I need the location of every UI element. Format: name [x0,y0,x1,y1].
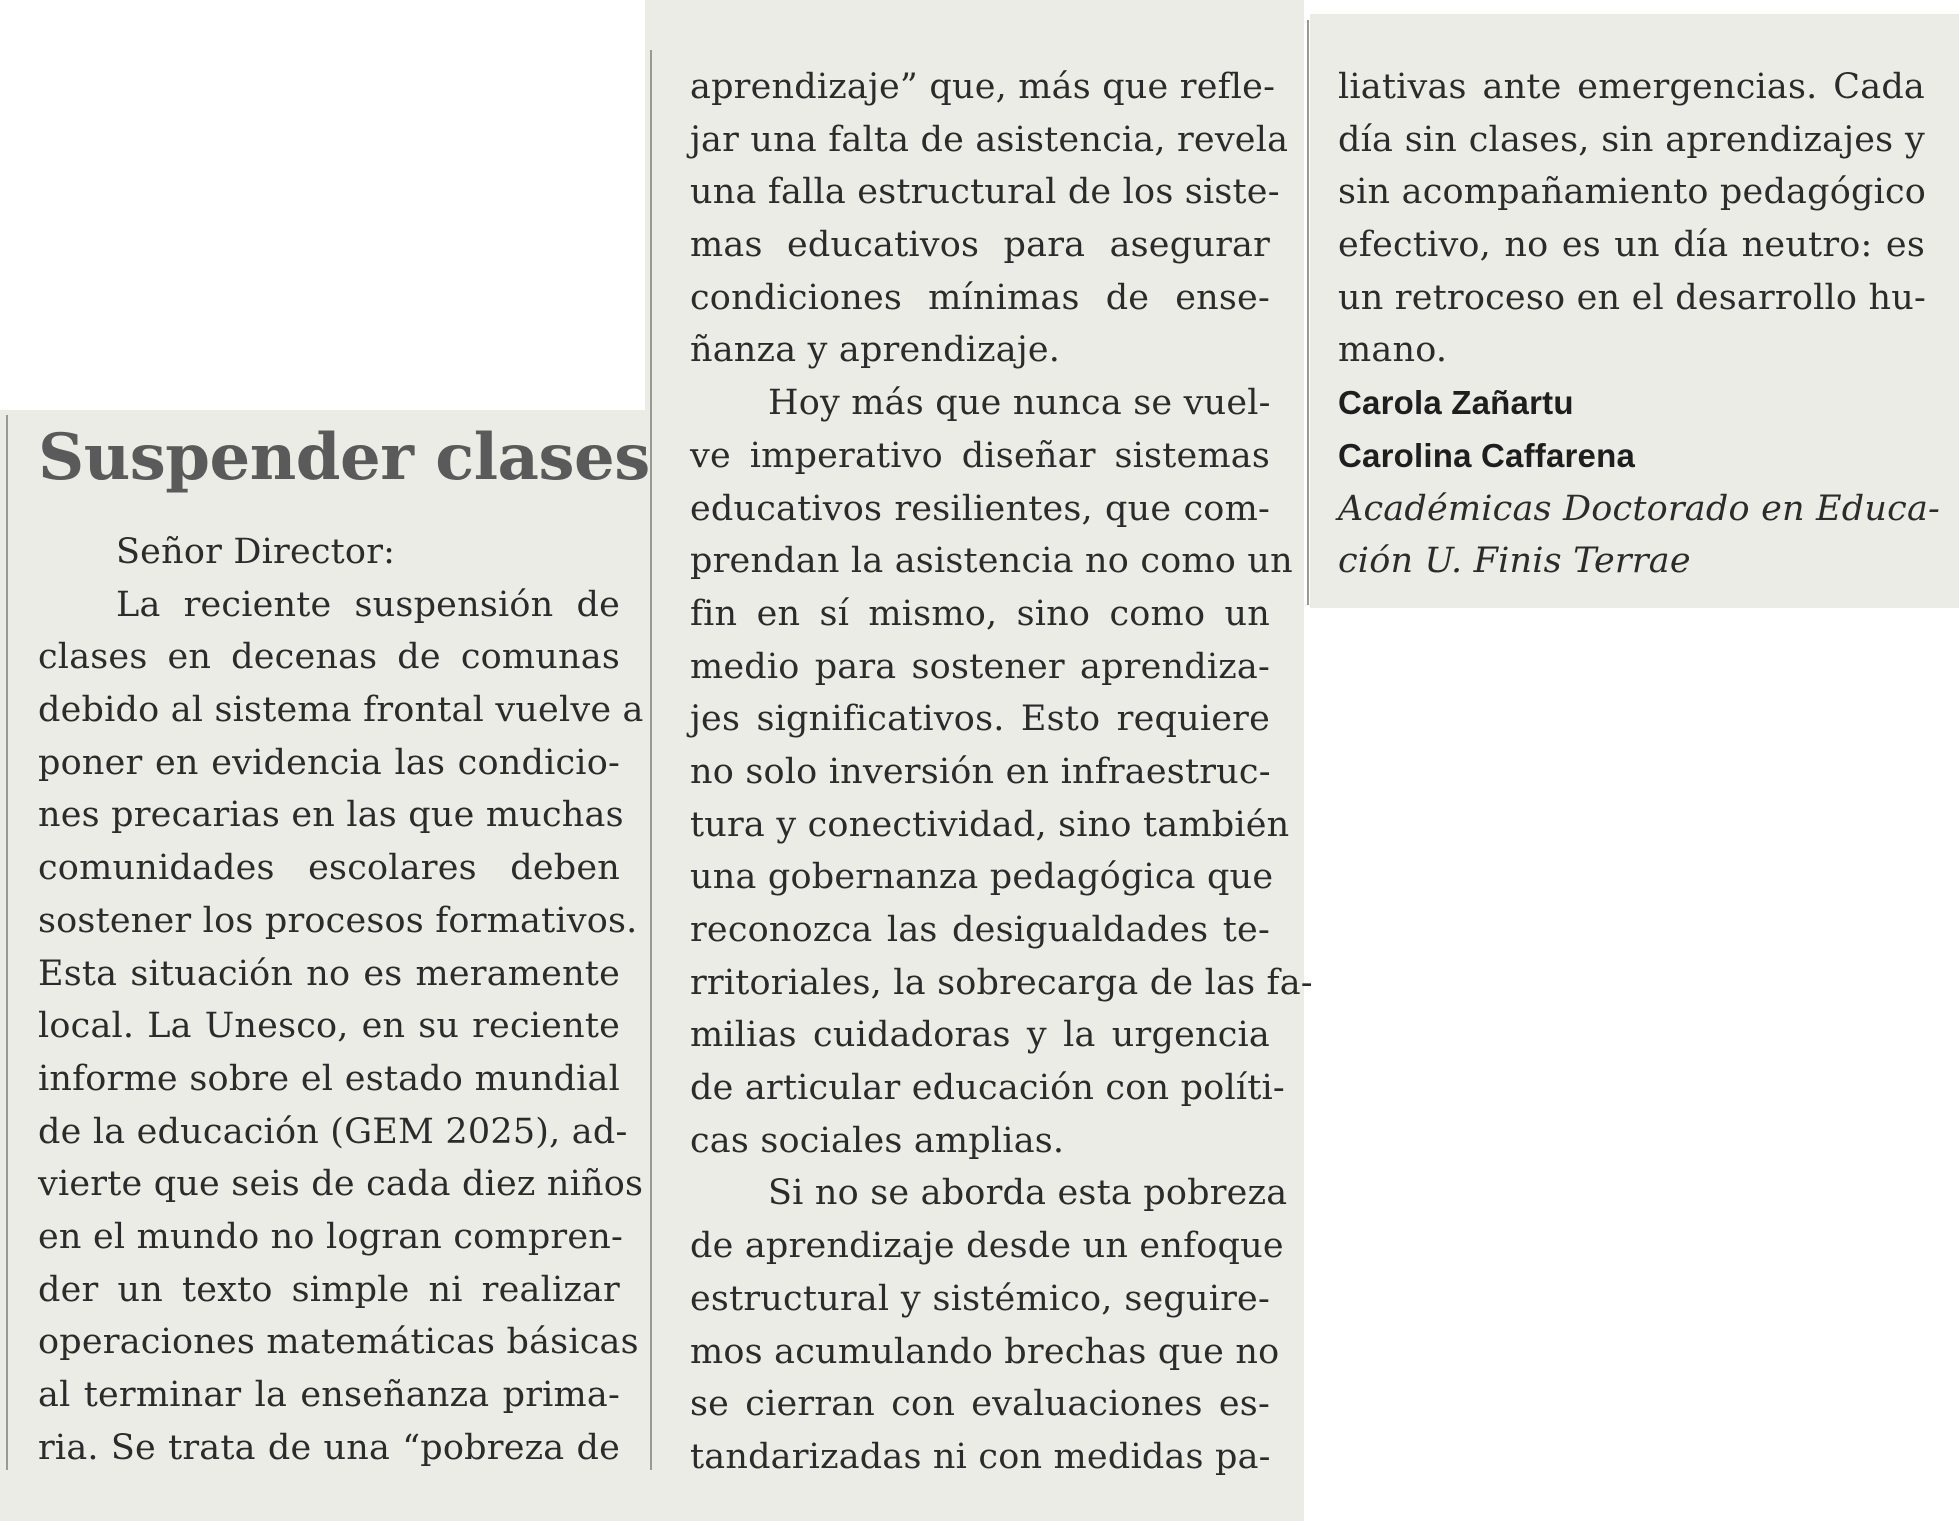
text-line: reconozca las desigualdades te- [690,910,1270,950]
text-line: rritoriales, la sobrecarga de las fa- [690,962,1313,1003]
text-line: La reciente suspensión de [116,584,620,625]
text-line: sin acompañamiento pedagógico [1338,172,1927,213]
text-line: medio para sostener aprendiza- [690,646,1270,687]
text-line: de la educación (GEM 2025), ad- [38,1111,628,1152]
text-line: nes precarias en las que muchas [38,795,624,836]
text-line: sostener los procesos formativos. [38,900,638,941]
column-3-text [1338,61,1941,588]
text-line: liativas ante emergencias. Cada [1338,67,1925,107]
text-line: tura y conectividad, sino también [690,804,1290,845]
text-line: Esta situación no es meramente [38,953,620,994]
text-line: poner en evidencia las condicio- [38,742,620,783]
text-line: tandarizadas ni con medidas pa- [690,1436,1271,1477]
text-line: Si no se aborda esta pobreza [768,1173,1288,1214]
text-line: mos acumulando brechas que no [690,1331,1280,1372]
text-line: en el mundo no logran compren- [38,1216,624,1257]
affiliation-line: Académicas Doctorado en Educa- [1338,488,1941,529]
salutation: Señor Director: [116,532,396,572]
text-line: una falla estructural de los siste- [690,172,1280,213]
text-line: debido al sistema frontal vuelve a [38,690,644,731]
text-line: ñanza y aprendizaje. [690,330,1061,371]
text-line: no solo inversión en infraestruc- [690,751,1271,792]
text-line: condiciones mínimas de ense- [690,277,1270,318]
text-line: un retroceso en el desarrollo hu- [1338,277,1926,318]
text-line: comunidades escolares deben [38,848,620,889]
text-line: clases en decenas de comunas [38,637,620,678]
column-2-text [690,61,1313,1484]
text-line: de aprendizaje desde un enfoque [690,1226,1284,1267]
text-line: efectivo, no es un día neutro: es [1338,225,1925,266]
column-rule-right [1307,20,1309,605]
text-line: ve imperativo diseñar sistemas [690,435,1270,476]
text-line: local. La Unesco, en su reciente [38,1006,620,1047]
column-1-text [38,526,644,1474]
text-line: al terminar la enseñanza prima- [38,1375,620,1415]
text-line: ria. Se trata de una “pobreza de [38,1427,620,1468]
text-line: der un texto simple ni realizar [38,1269,620,1310]
text-line: operaciones matemáticas básicas [38,1322,639,1363]
text-line: día sin clases, sin aprendizajes y [1338,119,1925,160]
text-line: mas educativos para asegurar [690,225,1270,266]
text-line: cas sociales amplias. [690,1120,1065,1161]
text-line: prendan la asistencia no como un [690,541,1293,582]
text-line: Hoy más que nunca se vuel- [768,383,1271,424]
text-line: jar una falta de asistencia, revela [690,119,1289,160]
text-line: se cierran con evaluaciones es- [690,1384,1270,1425]
signature-name: Carolina Caffarena [1338,436,1636,474]
signature-name: Carola Zañartu [1338,384,1574,422]
text-line: una gobernanza pedagógica que [690,857,1274,898]
column-rule-middle [650,50,652,1470]
text-line: educativos resilientes, que com- [690,488,1270,529]
text-line: fin en sí mismo, sino como un [690,593,1270,634]
text-line: estructural y sistémico, seguire- [690,1278,1270,1319]
affiliation-line: ción U. Finis Terrae [1338,541,1691,582]
text-line: milias cuidadoras y la urgencia [690,1015,1270,1056]
text-line: de articular educación con políti- [690,1068,1285,1109]
column-rule-left [6,415,8,1470]
text-line: vierte que seis de cada diez niños [38,1164,644,1205]
text-line: mano. [1338,330,1448,371]
article-title: Suspender clases [38,420,650,495]
text-line: aprendizaje” que, más que refle- [690,67,1276,107]
text-line: informe sobre el estado mundial [38,1058,620,1099]
text-line: jes significativos. Esto requiere [690,699,1270,740]
